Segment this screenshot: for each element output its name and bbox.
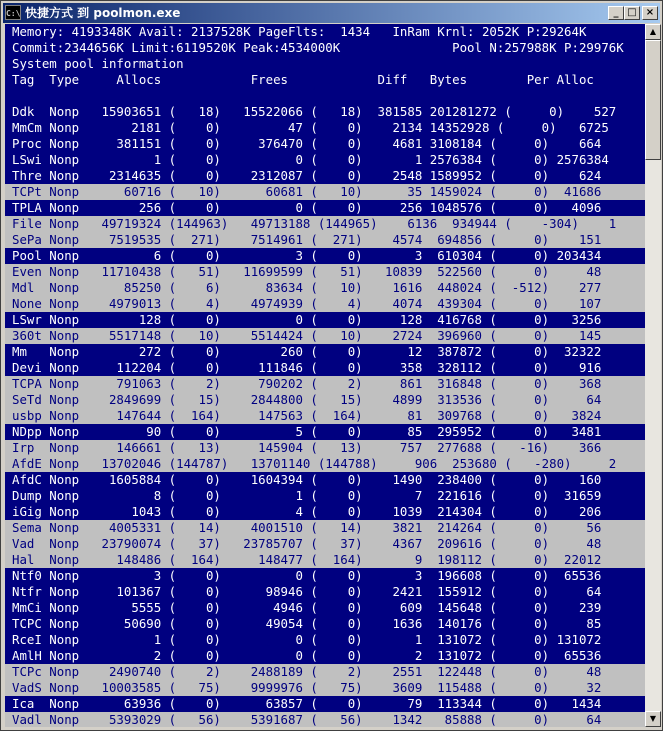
table-row: AfdC Nonp 1605884 ( 0) 1604394 ( 0) 1490 238400 ( 0) 160 — [5, 472, 645, 488]
close-button[interactable]: × — [642, 6, 658, 20]
table-row: Devi Nonp 112204 ( 0) 111846 ( 0) 358 328112 ( 0) 916 — [5, 360, 645, 376]
maximize-button[interactable]: □ — [624, 6, 640, 20]
table-row: TCPC Nonp 50690 ( 0) 49054 ( 0) 1636 140176 ( 0) 85 — [5, 616, 645, 632]
table-row: None Nonp 4979013 ( 4) 4974939 ( 4) 4074 439304 ( 0) 107 — [5, 296, 645, 312]
table-row: Irp Nonp 146661 ( 13) 145904 ( 13) 757 277688 ( -16) 366 — [5, 440, 645, 456]
table-row: VadS Nonp 10003585 ( 75) 9999976 ( 75) 3609 115488 ( 0) 32 — [5, 680, 645, 696]
table-row: AmlH Nonp 2 ( 0) 0 ( 0) 2 131072 ( 0) 65536 — [5, 648, 645, 664]
table-row: Ica Nonp 63936 ( 0) 63857 ( 0) 79 113344 ( 0) 1434 — [5, 696, 645, 712]
table-row: Even Nonp 11710438 ( 51) 11699599 ( 51) 10839 522560 ( 0) 48 — [5, 264, 645, 280]
pool-info-heading: System pool information — [12, 56, 184, 71]
table-row: Dump Nonp 8 ( 0) 1 ( 0) 7 221616 ( 0) 31659 — [5, 488, 645, 504]
table-row: MmCm Nonp 2181 ( 0) 47 ( 0) 2134 14352928 ( 0) 6725 — [5, 120, 645, 136]
title-bar[interactable] — [3, 3, 660, 23]
table-row: Vad Nonp 23790074 ( 37) 23785707 ( 37) 4367 209616 ( 0) 48 — [5, 536, 645, 552]
column-header-line: Tag Type Allocs Frees Diff Bytes Per Alloc — [12, 72, 594, 87]
table-row: Mm Nonp 272 ( 0) 260 ( 0) 12 387872 ( 0) 32322 — [5, 344, 645, 360]
table-row: Vadl Nonp 5393029 ( 56) 5391687 ( 56) 1342 85888 ( 0) 64 — [5, 712, 645, 727]
table-row: SePa Nonp 7519535 ( 271) 7514961 ( 271) 4574 694856 ( 0) 151 — [5, 232, 645, 248]
table-row: iGig Nonp 1043 ( 0) 4 ( 0) 1039 214304 ( 0) 206 — [5, 504, 645, 520]
window-title: 快捷方式 到 poolmon.exe — [25, 6, 181, 20]
table-row: AfdE Nonp 13702046 (144787) 13701140 (144788) 906 253680 ( -280) 2 — [5, 456, 645, 472]
memory-summary-line: Memory: 4193348K Avail: 2137528K PageFlts: 1434 InRam Krnl: 2052K P:29264K — [12, 24, 587, 39]
table-row: Pool Nonp 6 ( 0) 3 ( 0) 3 610304 ( 0) 203434 — [5, 248, 645, 264]
table-row: LSwr Nonp 128 ( 0) 0 ( 0) 128 416768 ( 0) 3256 — [5, 312, 645, 328]
scroll-up-arrow-icon[interactable]: ▲ — [645, 24, 661, 40]
scroll-thumb[interactable] — [645, 40, 661, 160]
table-row: Sema Nonp 4005331 ( 14) 4001510 ( 14) 3821 214264 ( 0) 56 — [5, 520, 645, 536]
table-row: MmCi Nonp 5555 ( 0) 4946 ( 0) 609 145648 ( 0) 239 — [5, 600, 645, 616]
table-row: RceI Nonp 1 ( 0) 0 ( 0) 1 131072 ( 0) 131072 — [5, 632, 645, 648]
table-row: Thre Nonp 2314635 ( 0) 2312087 ( 0) 2548 1589952 ( 0) 624 — [5, 168, 645, 184]
minimize-button[interactable]: _ — [608, 6, 624, 20]
table-row: 360t Nonp 5517148 ( 10) 5514424 ( 10) 2724 396960 ( 0) 145 — [5, 328, 645, 344]
table-row: Ntf0 Nonp 3 ( 0) 0 ( 0) 3 196608 ( 0) 65536 — [5, 568, 645, 584]
commit-summary-line: Commit:2344656K Limit:6119520K Peak:4534000K Pool N:257988K P:29976K — [12, 40, 624, 55]
table-row: Proc Nonp 381151 ( 0) 376470 ( 0) 4681 3108184 ( 0) 664 — [5, 136, 645, 152]
table-row: Ntfr Nonp 101367 ( 0) 98946 ( 0) 2421 155912 ( 0) 64 — [5, 584, 645, 600]
table-row: LSwi Nonp 1 ( 0) 0 ( 0) 1 2576384 ( 0) 2576384 — [5, 152, 645, 168]
console-app-icon[interactable]: C:\ — [5, 5, 21, 20]
pool-table — [5, 104, 645, 727]
table-row: NDpp Nonp 90 ( 0) 5 ( 0) 85 295952 ( 0) 3481 — [5, 424, 645, 440]
scroll-down-arrow-icon[interactable]: ▼ — [645, 711, 661, 727]
table-row: TCPA Nonp 791063 ( 2) 790202 ( 2) 861 316848 ( 0) 368 — [5, 376, 645, 392]
table-row: File Nonp 49719324 (144963) 49713188 (144965) 6136 934944 ( -304) 1 — [5, 216, 645, 232]
table-row: Ddk Nonp 15903651 ( 18) 15522066 ( 18) 381585 201281272 ( 0) 527 — [5, 104, 645, 120]
table-row: TCPc Nonp 2490740 ( 2) 2488189 ( 2) 2551 122448 ( 0) 48 — [5, 664, 645, 680]
table-row: Mdl Nonp 85250 ( 6) 83634 ( 10) 1616 448024 ( -512) 277 — [5, 280, 645, 296]
console-output[interactable] — [5, 24, 645, 727]
table-row: TCPt Nonp 60716 ( 10) 60681 ( 10) 35 1459024 ( 0) 41686 — [5, 184, 645, 200]
vertical-scrollbar[interactable] — [645, 24, 661, 727]
table-row: TPLA Nonp 256 ( 0) 0 ( 0) 256 1048576 ( 0) 4096 — [5, 200, 645, 216]
table-row: usbp Nonp 147644 ( 164) 147563 ( 164) 81 309768 ( 0) 3824 — [5, 408, 645, 424]
blank-line — [5, 88, 645, 104]
table-row: Hal Nonp 148486 ( 164) 148477 ( 164) 9 198112 ( 0) 22012 — [5, 552, 645, 568]
table-row: SeTd Nonp 2849699 ( 15) 2844800 ( 15) 4899 313536 ( 0) 64 — [5, 392, 645, 408]
